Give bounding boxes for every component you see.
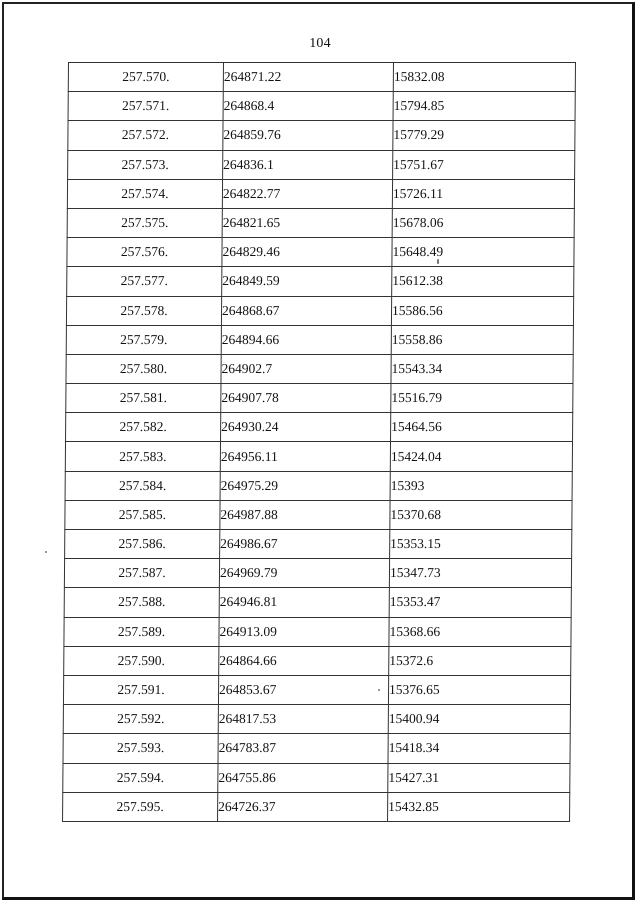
point-index-cell: 257.583. (65, 442, 220, 471)
x-coordinate-cell: 264930.24 (221, 413, 391, 442)
x-coordinate-cell: 264986.67 (220, 530, 390, 559)
x-coordinate-cell: 264836.1 (223, 150, 393, 179)
scan-speck (437, 259, 439, 264)
table-row (63, 792, 570, 821)
x-coordinate-cell: 264755.86 (218, 763, 388, 792)
point-index-cell: 257.575. (67, 208, 222, 237)
x-coordinate-cell: 264907.78 (221, 384, 391, 413)
y-coordinate-cell: 15400.94 (388, 705, 570, 734)
y-coordinate-cell: 15427.31 (388, 763, 570, 792)
x-coordinate-cell: 264868.67 (221, 296, 391, 325)
y-coordinate-cell: 15648.49 (392, 238, 574, 267)
x-coordinate-cell: 264946.81 (219, 588, 389, 617)
table-row (63, 675, 570, 704)
table-body (63, 63, 576, 822)
x-coordinate-cell: 264822.77 (222, 179, 392, 208)
table-row (64, 559, 571, 588)
y-coordinate-cell: 15516.79 (391, 384, 573, 413)
table-row (63, 763, 570, 792)
y-coordinate-cell: 15418.34 (388, 734, 570, 763)
table-row (68, 150, 575, 179)
y-coordinate-cell: 15393 (390, 471, 572, 500)
y-coordinate-cell: 15558.86 (391, 325, 573, 354)
point-index-cell: 257.581. (66, 384, 221, 413)
y-coordinate-cell: 15543.34 (391, 354, 573, 383)
point-index-cell: 257.587. (64, 559, 219, 588)
table-row (66, 354, 573, 383)
y-coordinate-cell: 15751.67 (393, 150, 575, 179)
point-index-cell: 257.585. (65, 500, 220, 529)
point-index-cell: 257.584. (65, 471, 220, 500)
y-coordinate-cell: 15368.66 (389, 617, 571, 646)
table-row (63, 705, 570, 734)
point-index-cell: 257.578. (66, 296, 221, 325)
coordinates-table (62, 62, 576, 822)
table-row (67, 179, 574, 208)
point-index-cell: 257.586. (65, 530, 220, 559)
y-coordinate-cell: 15794.85 (393, 92, 575, 121)
table-row (64, 646, 571, 675)
y-coordinate-cell: 15376.65 (388, 675, 570, 704)
table-row (66, 384, 573, 413)
table-row (63, 734, 570, 763)
x-coordinate-cell: 264849.59 (222, 267, 392, 296)
x-coordinate-cell: 264864.66 (219, 646, 389, 675)
y-coordinate-cell: 15432.85 (388, 792, 570, 821)
y-coordinate-cell: 15586.56 (391, 296, 573, 325)
x-coordinate-cell: 264817.53 (218, 705, 388, 734)
point-index-cell: 257.594. (63, 763, 218, 792)
table-row (68, 92, 575, 121)
x-coordinate-cell: 264853.67 (218, 675, 388, 704)
y-coordinate-cell: 15678.06 (392, 208, 574, 237)
x-coordinate-cell: 264821.65 (222, 208, 392, 237)
point-index-cell: 257.588. (64, 588, 219, 617)
x-coordinate-cell: 264829.46 (222, 238, 392, 267)
x-coordinate-cell: 264987.88 (220, 500, 390, 529)
point-index-cell: 257.572. (68, 121, 223, 150)
point-index-cell: 257.577. (67, 267, 222, 296)
y-coordinate-cell: 15347.73 (389, 559, 571, 588)
x-coordinate-cell: 264868.4 (223, 92, 393, 121)
x-coordinate-cell: 264726.37 (218, 792, 388, 821)
page-number: 104 (309, 36, 331, 51)
point-index-cell: 257.574. (67, 179, 222, 208)
y-coordinate-cell: 15779.29 (393, 121, 575, 150)
table-row (66, 413, 573, 442)
table-row (65, 530, 572, 559)
table-row (65, 500, 572, 529)
x-coordinate-cell: 264783.87 (218, 734, 388, 763)
table-row (68, 63, 575, 92)
x-coordinate-cell: 264956.11 (220, 442, 390, 471)
x-coordinate-cell: 264975.29 (220, 471, 390, 500)
point-index-cell: 257.593. (63, 734, 218, 763)
point-index-cell: 257.573. (68, 150, 223, 179)
y-coordinate-cell: 15372.6 (389, 646, 571, 675)
table-row (67, 267, 574, 296)
x-coordinate-cell: 264894.66 (221, 325, 391, 354)
table-row (66, 325, 573, 354)
point-index-cell: 257.591. (63, 675, 218, 704)
y-coordinate-cell: 15370.68 (390, 500, 572, 529)
point-index-cell: 257.571. (68, 92, 223, 121)
table-row (67, 208, 574, 237)
x-coordinate-cell: 264969.79 (219, 559, 389, 588)
y-coordinate-cell: 15726.11 (392, 179, 574, 208)
x-coordinate-cell: 264913.09 (219, 617, 389, 646)
point-index-cell: 257.590. (64, 646, 219, 675)
table-row (64, 617, 571, 646)
y-coordinate-cell: 15353.47 (389, 588, 571, 617)
table-row (64, 588, 571, 617)
x-coordinate-cell: 264871.22 (223, 63, 393, 92)
table-row (65, 471, 572, 500)
scan-speck (378, 689, 380, 691)
point-index-cell: 257.589. (64, 617, 219, 646)
point-index-cell: 257.580. (66, 354, 221, 383)
y-coordinate-cell: 15424.04 (390, 442, 572, 471)
table-row (66, 296, 573, 325)
x-coordinate-cell: 264859.76 (223, 121, 393, 150)
table-row (68, 121, 575, 150)
point-index-cell: 257.592. (63, 705, 218, 734)
y-coordinate-cell: 15353.15 (390, 530, 572, 559)
table-row (65, 442, 572, 471)
point-index-cell: 257.582. (66, 413, 221, 442)
point-index-cell: 257.579. (66, 325, 221, 354)
x-coordinate-cell: 264902.7 (221, 354, 391, 383)
point-index-cell: 257.595. (63, 792, 218, 821)
table-row (67, 238, 574, 267)
y-coordinate-cell: 15832.08 (393, 63, 575, 92)
point-index-cell: 257.576. (67, 238, 222, 267)
y-coordinate-cell: 15612.38 (392, 267, 574, 296)
scan-speck (45, 551, 47, 553)
point-index-cell: 257.570. (68, 63, 223, 92)
y-coordinate-cell: 15464.56 (391, 413, 573, 442)
